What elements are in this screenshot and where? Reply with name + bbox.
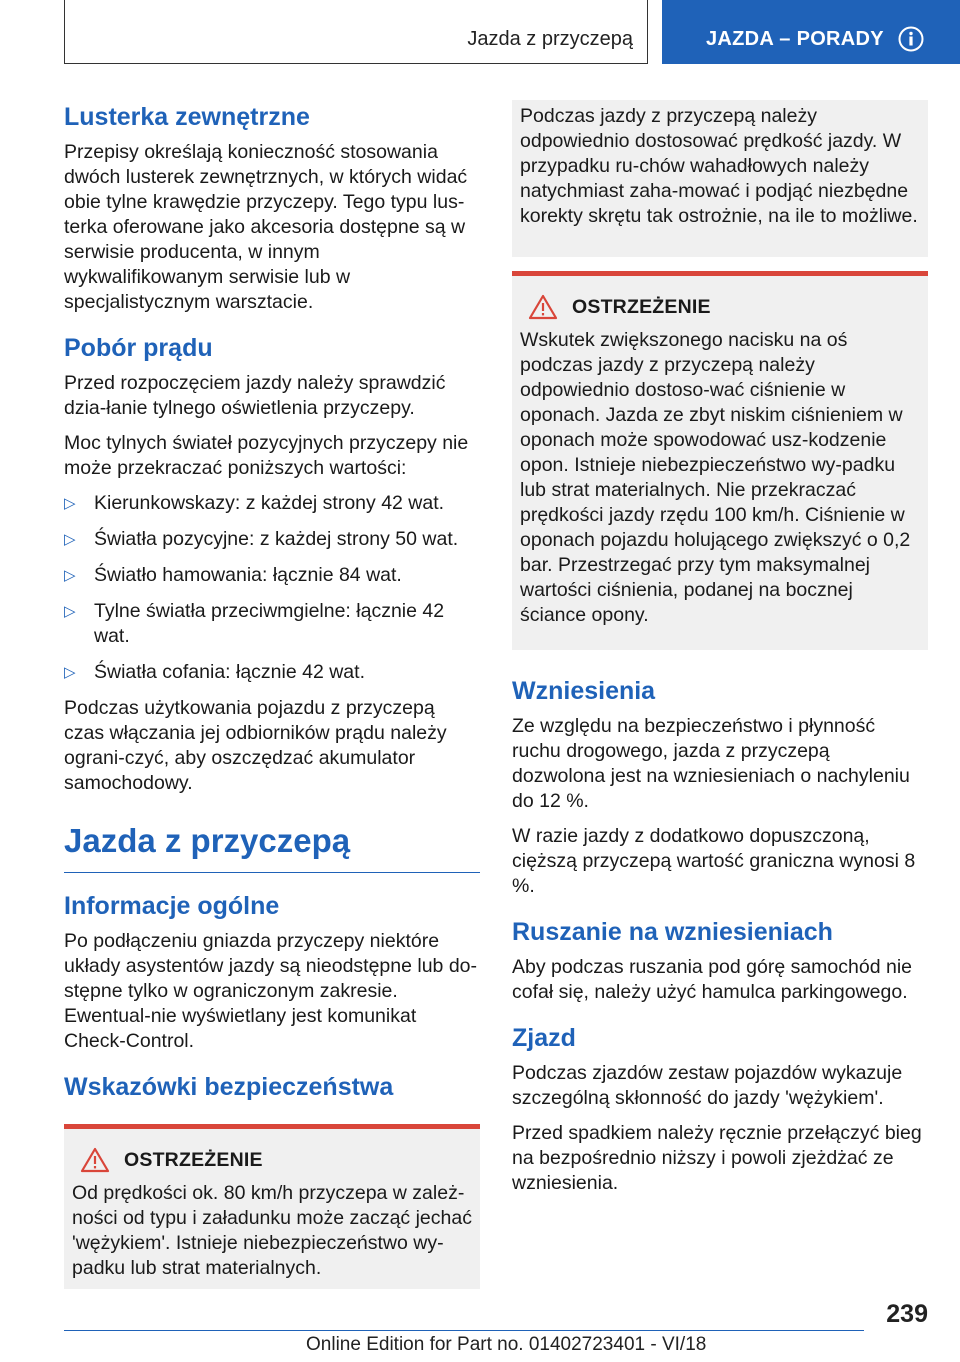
warning-triangle-icon xyxy=(528,294,558,320)
heading-power: Pobór prądu xyxy=(64,334,213,362)
bullet-triangle-icon: ▷ xyxy=(64,603,76,620)
inclines-text-1: Ze względu na bezpieczeństwo i płynność ruchu drogowego, jazda z przyczepą dozwolona jest na wzniesieniach o nachyleniu do 12 %. xyxy=(512,715,910,812)
warning-title: OSTRZEŻENIE xyxy=(572,295,711,318)
section-power xyxy=(64,331,480,796)
header-section-title: Jazda z przyczepą xyxy=(467,28,633,50)
inclines-text-2: W razie jazdy z dodatkowo dopuszczoną, cięższą przyczepą wartość graniczna wynosi 8 %. xyxy=(512,825,916,897)
warning-text: Od prędkości ok. 80 km/h przyczepa w zależ‐ności od typu i załadunku może zacząć jechać 'wężykiem'. Istnieje niebezpieczeństwo wy‐padku lub strat materialnych. xyxy=(72,1182,472,1279)
left-column xyxy=(64,100,480,1289)
heading-inclines: Wzniesienia xyxy=(512,677,656,705)
list-item: ▷ Światło hamowania: łącznie 84 wat. xyxy=(64,564,402,586)
header-chapter-tab[interactable] xyxy=(662,0,960,64)
hill-start-text: Aby podczas ruszania pod górę samochód nie cofał się, należy użyć hamulca parkingowego. xyxy=(512,956,912,1003)
bullet-triangle-icon: ▷ xyxy=(64,567,76,584)
bullet-triangle-icon: ▷ xyxy=(64,495,76,512)
section-hill-start xyxy=(512,915,928,1005)
header-chapter-label: JAZDA – PORADY xyxy=(706,28,884,50)
general-text: Po podłączeniu gniazda przyczepy niektóre układy asystentów jazdy są nieodstępne lub do‐stępne tylko w ograniczonym zakresie. Ewentual‐nie wyświetlany jest komunikat Check-Control. xyxy=(64,930,478,1052)
power-list xyxy=(64,491,480,685)
warning-header xyxy=(520,292,920,322)
section-inclines xyxy=(512,674,928,899)
bullet-triangle-icon: ▷ xyxy=(64,531,76,548)
warning-text: Wskutek zwiększonego nacisku na oś podczas jazdy z przyczepą należy odpowiednio dostoso‐wać ciśnienie w oponach. Jazda ze zbyt niskim ciśnieniem w oponach może spowodować usz‐kodzenie opon. Istnieje niebezpieczeństwo wy‐padku lub strat materialnych. Nie przekraczać prędkości jazdy rzędu 100 km/h. Ciśnienie w oponach pojazdu holującego zwiększyć o 0,2 bar. Przestrzegać przy tym maksymalnej wartości ciśnienia, podanej na bocznej ściance opony. xyxy=(520,329,911,626)
power-text-2: Moc tylnych świateł pozycyjnych przyczepy nie może przekraczać poniższych wartości: xyxy=(64,432,469,479)
list-item: ▷ Tylne światła przeciwmgielne: łącznie 42 wat. xyxy=(64,600,445,647)
footer-rule xyxy=(64,1330,864,1331)
chapter-heading-rule xyxy=(64,818,480,873)
section-descent xyxy=(512,1021,928,1196)
right-column xyxy=(512,100,928,1196)
section-safety xyxy=(64,1070,480,1289)
list-item: ▷ Światła cofania: łącznie 42 wat. xyxy=(64,661,365,683)
list-item: ▷ Światła pozycyjne: z każdej strony 50 wat. xyxy=(64,528,459,550)
descent-text-2: Przed spadkiem należy ręcznie przełączyć bieg na bezpośrednio niższy i powoli zjeżdżać ze wzniesienia. xyxy=(512,1122,922,1194)
warning-triangle-icon xyxy=(80,1147,110,1173)
heading-descent: Zjazd xyxy=(512,1024,576,1052)
heading-mirrors: Lusterka zewnętrzne xyxy=(64,103,310,131)
note-text: Podczas jazdy z przyczepą należy odpowiednio dostosować prędkość jazdy. W przypadku ru‐chów wahadłowych należy natychmiast zaha‐mować i podjąć niezbędne korekty skrętu tak ostrożnie, na ile to możliwe. xyxy=(520,105,918,227)
warning-title: OSTRZEŻENIE xyxy=(124,1148,263,1171)
list-item: ▷ Kierunkowskazy: z każdej strony 42 wat. xyxy=(64,492,445,514)
warning-header xyxy=(72,1145,472,1175)
info-icon[interactable] xyxy=(898,26,924,52)
note-box xyxy=(512,100,928,257)
heading-hill-start: Ruszanie na wzniesieniach xyxy=(512,918,833,946)
chapter-heading-trailer: Jazda z przyczepą xyxy=(64,822,351,859)
descent-text-1: Podczas zjazdów zestaw pojazdów wykazuje szczególną skłonność do jazdy 'wężykiem'. xyxy=(512,1062,903,1109)
warning-box-right xyxy=(512,271,928,650)
heading-safety: Wskazówki bezpieczeństwa xyxy=(64,1073,394,1101)
power-text-3: Podczas użytkowania pojazdu z przyczepą czas włączania jej odbiorników prądu należy ograni‐czyć, aby oszczędzać akumulator samochodowy. xyxy=(64,697,447,794)
page-number: 239 xyxy=(886,1300,928,1328)
mirrors-text: Przepisy określają konieczność stosowania dwóch lusterek zewnętrznych, w których widać obie tylne krawędzie przyczepy. Tego typu lus‐terka oferowane jako akcesoria dostępne są w serwisie producenta, w innym wykwalifikowanym serwisie lub w specjalistycznym warsztacie. xyxy=(64,141,468,313)
heading-general: Informacje ogólne xyxy=(64,892,280,920)
power-text-1: Przed rozpoczęciem jazdy należy sprawdzić dzia‐łanie tylnego oświetlenia przyczepy. xyxy=(64,372,446,419)
header-section-box xyxy=(64,0,648,64)
footer-edition: Online Edition for Part no. 01402723401 - VI/18 xyxy=(306,1334,707,1355)
section-mirrors xyxy=(64,100,480,315)
warning-box-left xyxy=(64,1124,480,1289)
bullet-triangle-icon: ▷ xyxy=(64,664,76,681)
section-general xyxy=(64,889,480,1054)
